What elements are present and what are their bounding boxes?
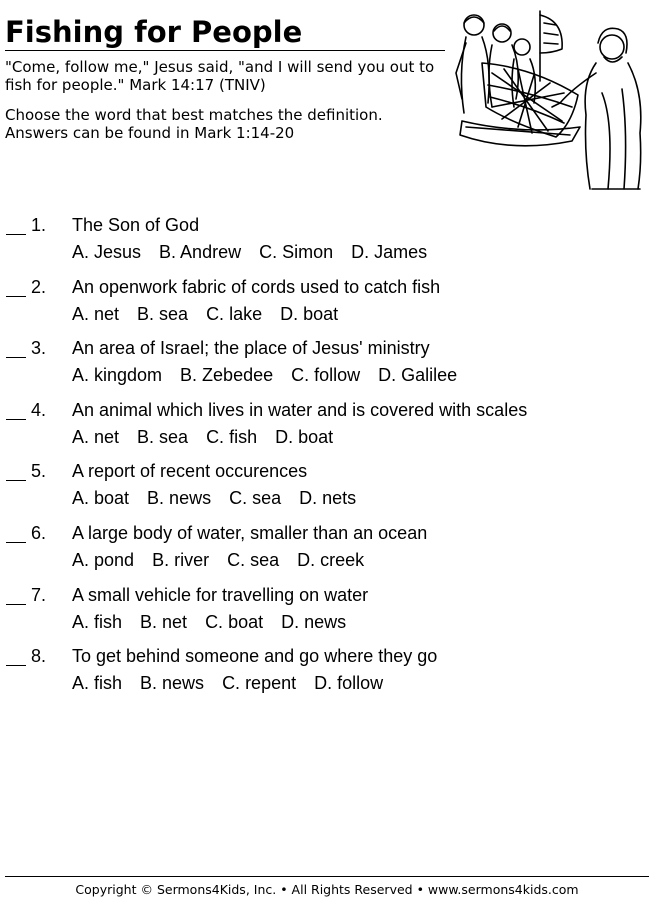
answer-option: D. creek: [297, 550, 365, 570]
answer-option: C. repent: [222, 673, 297, 694]
answer-option: B. news: [147, 488, 212, 509]
question-number: 1.: [31, 215, 47, 235]
answer-option: A. boat: [72, 488, 130, 509]
answer-options: [72, 611, 364, 633]
question-number: 8.: [31, 646, 47, 667]
answer-option: B. sea: [137, 426, 189, 447]
question-2: [0, 276, 654, 334]
answer-option: A. fish: [72, 611, 123, 632]
answer-option: D. boat: [280, 303, 339, 324]
question-5: [0, 460, 654, 518]
answer-option: D. nets: [299, 488, 357, 509]
page-title: Fishing for People: [5, 15, 303, 49]
question-text: An openwork fabric of cords used to catch fish: [72, 276, 441, 297]
answer-option: C. boat: [205, 611, 264, 632]
question-4: [0, 399, 654, 457]
answer-option: B. net: [140, 611, 188, 632]
question-number: 3.: [31, 338, 47, 359]
answer-option: C. fish: [206, 426, 258, 447]
answer-option: D. boat: [275, 426, 334, 447]
answer-blank[interactable]: [6, 214, 26, 235]
answer-option: D. Galilee: [378, 365, 458, 386]
answer-options: [72, 303, 356, 325]
question-number: 5.: [31, 461, 47, 482]
question-text: A large body of water, smaller than an ocean: [72, 523, 428, 543]
copyright-footer: Copyright © Sermons4Kids, Inc. • All Rights Reserved • www.sermons4kids.com: [75, 882, 579, 897]
answer-blank[interactable]: [6, 522, 26, 543]
question-text: To get behind someone and go where they go: [72, 646, 438, 667]
answer-option: A. fish: [72, 673, 123, 694]
question-6: [0, 522, 654, 580]
answer-option: B. Andrew: [159, 242, 242, 262]
question-8: [0, 645, 654, 703]
answer-option: C. sea: [227, 550, 280, 570]
question-number: 4.: [31, 399, 47, 420]
answer-option: C. sea: [229, 488, 282, 509]
answer-blank[interactable]: [6, 276, 26, 297]
answer-option: B. sea: [137, 303, 189, 324]
answer-blank[interactable]: [6, 460, 26, 481]
answer-options: [72, 364, 475, 386]
answer-option: A. Jesus: [72, 242, 142, 262]
answer-blank[interactable]: [6, 399, 26, 420]
question-1: [0, 214, 654, 272]
question-number: 6.: [31, 523, 47, 543]
answer-option: C. Simon: [259, 242, 334, 262]
footer-divider: [5, 876, 649, 877]
answer-blank[interactable]: [6, 645, 26, 666]
answer-options: [72, 549, 382, 571]
answer-option: C. lake: [206, 303, 263, 324]
answer-option: A. pond: [72, 550, 135, 570]
question-text: An animal which lives in water and is covered with scales: [72, 399, 528, 420]
answer-option: B. Zebedee: [180, 365, 274, 386]
question-text: A report of recent occurences: [72, 461, 308, 482]
answer-option: C. follow: [291, 365, 361, 386]
answer-options: [72, 487, 374, 509]
bible-verse: "Come, follow me," Jesus said, "and I will send you out to fish for people." Mark 14:17 (TNIV): [5, 58, 435, 94]
answer-blank[interactable]: [6, 584, 26, 605]
instructions: Choose the word that best matches the definition. Answers can be found in Mark 1:14-20: [5, 106, 383, 142]
answer-blank[interactable]: [6, 337, 26, 358]
answer-option: D. follow: [314, 673, 384, 694]
question-text: An area of Israel; the place of Jesus' ministry: [72, 338, 430, 359]
title-divider: [5, 50, 445, 51]
question-number: 2.: [31, 276, 47, 297]
answer-option: B. river: [152, 550, 210, 570]
answer-option: A. kingdom: [72, 365, 163, 386]
answer-options: [72, 672, 401, 694]
answer-option: D. James: [351, 242, 428, 262]
answer-options: [72, 426, 351, 448]
question-text: The Son of God: [72, 215, 200, 235]
fishermen-illustration: [452, 3, 648, 193]
answer-option: D. news: [281, 611, 347, 632]
question-text: A small vehicle for travelling on water: [72, 584, 369, 605]
question-7: [0, 584, 654, 642]
question-number: 7.: [31, 584, 47, 605]
answer-options: [72, 241, 445, 263]
answer-option: A. net: [72, 426, 120, 447]
answer-option: B. news: [140, 673, 205, 694]
answer-option: A. net: [72, 303, 120, 324]
question-3: [0, 337, 654, 395]
